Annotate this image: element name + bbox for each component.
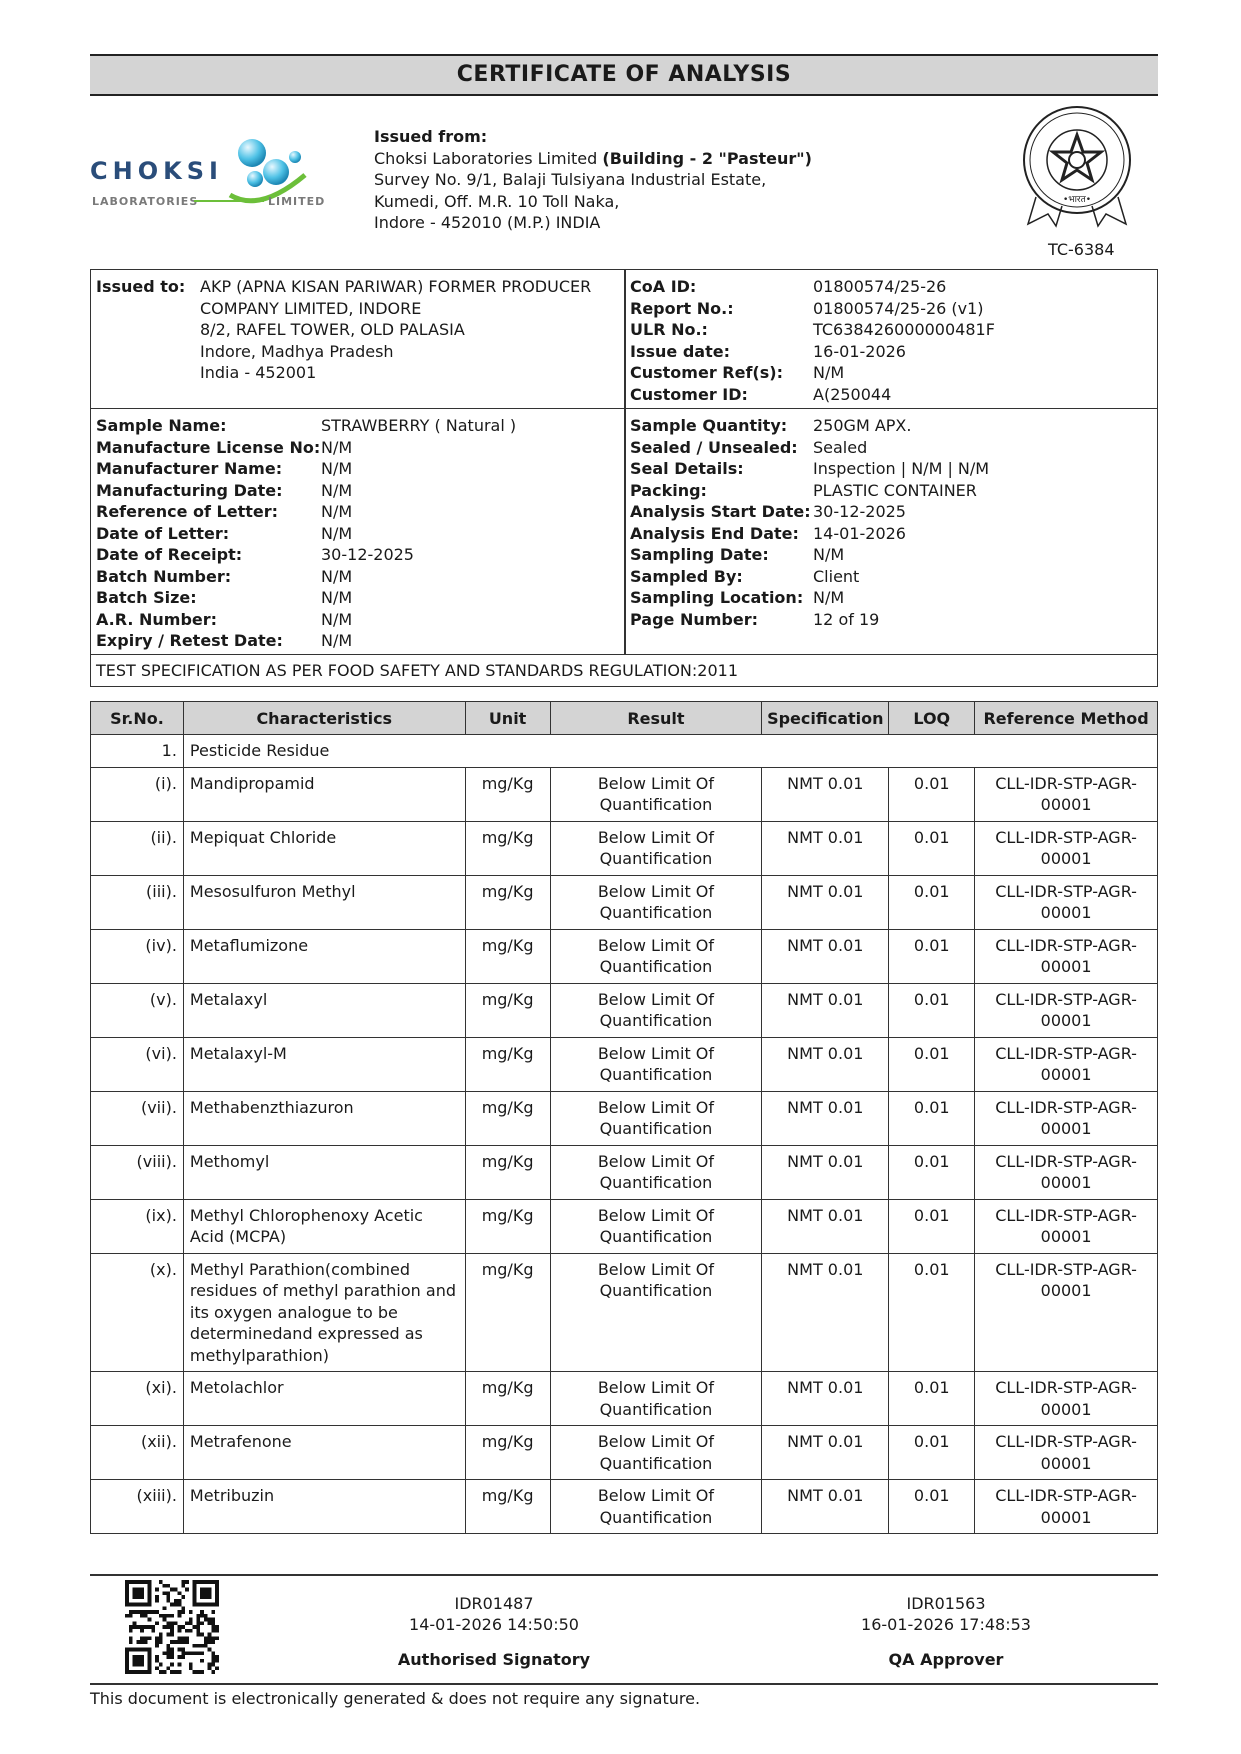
ulr-no-row bbox=[630, 319, 995, 341]
field-label: Analysis End Date: bbox=[630, 523, 799, 543]
col-header-specification: Specification bbox=[762, 702, 889, 735]
signatory-title: Authorised Signatory bbox=[397, 1650, 591, 1669]
table-cell-loq: 0.01 bbox=[889, 983, 975, 1037]
table-cell-specification: NMT 0.01 bbox=[762, 1037, 889, 1091]
table-cell-characteristic: Methyl Chlorophenoxy Acetic Acid (MCPA) bbox=[183, 1199, 465, 1253]
sample-row bbox=[96, 609, 516, 631]
table-cell-sr: (v). bbox=[91, 983, 184, 1037]
field-label: Manufacture License No: bbox=[96, 437, 321, 457]
table-cell-result: Below Limit Of Quantification bbox=[550, 1037, 762, 1091]
footer-divider-top bbox=[90, 1574, 1158, 1576]
sample-row bbox=[96, 566, 516, 588]
group-sr: 1. bbox=[91, 735, 184, 768]
tc-code: TC-6384 bbox=[1048, 240, 1115, 259]
issue-date-row bbox=[630, 341, 995, 363]
table-row bbox=[91, 767, 1158, 821]
table-cell-characteristic: Metrafenone bbox=[183, 1426, 465, 1480]
field-label: Report No.: bbox=[630, 298, 734, 318]
col-header-sr: Sr.No. bbox=[91, 702, 184, 735]
table-cell-method: CLL-IDR-STP-AGR-00001 bbox=[975, 1145, 1158, 1199]
field-value: 12 of 19 bbox=[813, 609, 880, 629]
field-value: 01800574/25-26 bbox=[813, 277, 947, 296]
table-cell-loq: 0.01 bbox=[889, 821, 975, 875]
sample-row bbox=[630, 480, 989, 502]
table-cell-loq: 0.01 bbox=[889, 1037, 975, 1091]
table-cell-loq: 0.01 bbox=[889, 929, 975, 983]
table-cell-sr: (ii). bbox=[91, 821, 184, 875]
sample-row bbox=[630, 523, 989, 545]
table-cell-result: Below Limit Of Quantification bbox=[550, 1372, 762, 1426]
table-cell-characteristic: Metaflumizone bbox=[183, 929, 465, 983]
table-cell-sr: (vii). bbox=[91, 1091, 184, 1145]
col-header-loq: LOQ bbox=[889, 702, 975, 735]
field-label: Manufacturing Date: bbox=[96, 480, 283, 500]
field-label: Sample Name: bbox=[96, 416, 227, 435]
table-row bbox=[91, 1037, 1158, 1091]
field-value: 30-12-2025 bbox=[321, 545, 414, 564]
field-value: N/M bbox=[321, 459, 353, 478]
table-cell-loq: 0.01 bbox=[889, 1199, 975, 1253]
table-cell-result: Below Limit Of Quantification bbox=[550, 875, 762, 929]
logo-brand: CHOKSI bbox=[90, 157, 223, 185]
table-cell-result: Below Limit Of Quantification bbox=[550, 1253, 762, 1372]
table-cell-specification: NMT 0.01 bbox=[762, 1253, 889, 1372]
field-value: N/M bbox=[321, 566, 353, 586]
logo-sub-left: LABORATORIES bbox=[92, 195, 199, 208]
field-label: ULR No.: bbox=[630, 320, 708, 339]
table-cell-unit: mg/Kg bbox=[465, 1253, 550, 1372]
issuer-line-1 bbox=[374, 148, 812, 170]
table-cell-sr: (xii). bbox=[91, 1426, 184, 1480]
table-cell-method: CLL-IDR-STP-AGR-00001 bbox=[975, 821, 1158, 875]
table-cell-method: CLL-IDR-STP-AGR-00001 bbox=[975, 1199, 1158, 1253]
field-label: Reference of Letter: bbox=[96, 502, 279, 521]
table-cell-characteristic: Metalaxyl-M bbox=[183, 1037, 465, 1091]
field-label: Manufacturer Name: bbox=[96, 459, 283, 478]
logo-sub-right: LIMITED bbox=[268, 195, 326, 208]
table-cell-result: Below Limit Of Quantification bbox=[550, 1426, 762, 1480]
field-label: Sealed / Unsealed: bbox=[630, 437, 798, 457]
table-row bbox=[91, 1426, 1158, 1480]
field-value: N/M bbox=[321, 609, 353, 629]
table-cell-specification: NMT 0.01 bbox=[762, 1145, 889, 1199]
sample-row bbox=[96, 630, 516, 652]
table-cell-method: CLL-IDR-STP-AGR-00001 bbox=[975, 1372, 1158, 1426]
table-cell-unit: mg/Kg bbox=[465, 983, 550, 1037]
table-cell-unit: mg/Kg bbox=[465, 1145, 550, 1199]
table-cell-sr: (vi). bbox=[91, 1037, 184, 1091]
field-label: Packing: bbox=[630, 480, 707, 500]
table-cell-characteristic: Mepiquat Chloride bbox=[183, 821, 465, 875]
table-row bbox=[91, 983, 1158, 1037]
field-label: Customer Ref(s): bbox=[630, 363, 783, 382]
coa-fields bbox=[630, 276, 995, 405]
field-value: 250GM APX. bbox=[813, 416, 912, 435]
table-cell-loq: 0.01 bbox=[889, 767, 975, 821]
table-cell-sr: (ix). bbox=[91, 1199, 184, 1253]
field-value: N/M bbox=[321, 631, 353, 650]
field-value: PLASTIC CONTAINER bbox=[813, 480, 977, 500]
table-cell-characteristic: Metolachlor bbox=[183, 1372, 465, 1426]
choksi-logo bbox=[90, 135, 340, 225]
field-value: 30-12-2025 bbox=[813, 502, 906, 521]
field-value: N/M bbox=[321, 523, 353, 543]
field-label: Issue date: bbox=[630, 341, 730, 361]
field-value: N/M bbox=[321, 437, 353, 457]
table-row bbox=[91, 1480, 1158, 1534]
field-label: Sampled By: bbox=[630, 566, 743, 586]
issuer-building: (Building - 2 "Pasteur") bbox=[602, 148, 812, 168]
seal-bottom-text: •भारत• bbox=[1062, 195, 1092, 205]
table-cell-unit: mg/Kg bbox=[465, 821, 550, 875]
box2-divider bbox=[624, 408, 626, 655]
table-cell-method: CLL-IDR-STP-AGR-00001 bbox=[975, 1253, 1158, 1372]
accreditation-seal-icon bbox=[1018, 102, 1136, 232]
field-value: Client bbox=[813, 566, 860, 586]
issued-to-section bbox=[96, 276, 591, 384]
sample-row bbox=[630, 544, 989, 566]
issued-to-line: Indore, Madhya Pradesh bbox=[200, 341, 394, 361]
table-cell-characteristic: Mesosulfuron Methyl bbox=[183, 875, 465, 929]
sample-row bbox=[96, 523, 516, 545]
table-cell-result: Below Limit Of Quantification bbox=[550, 929, 762, 983]
group-name: Pesticide Residue bbox=[183, 735, 1157, 768]
disclaimer: This document is electronically generated & does not require any signature. bbox=[90, 1689, 701, 1708]
table-cell-sr: (xiii). bbox=[91, 1480, 184, 1534]
sample-row bbox=[630, 501, 989, 523]
signatory-datetime: 16-01-2026 17:48:53 bbox=[861, 1615, 1031, 1634]
field-label: Seal Details: bbox=[630, 459, 744, 478]
table-cell-unit: mg/Kg bbox=[465, 1372, 550, 1426]
field-value: N/M bbox=[813, 363, 845, 382]
authorised-signatory bbox=[364, 1593, 624, 1670]
sample-row bbox=[96, 415, 516, 437]
col-header-result: Result bbox=[550, 702, 762, 735]
table-row bbox=[91, 1199, 1158, 1253]
table-cell-characteristic: Methyl Parathion(combined residues of methyl parathion and its oxygen analogue to be determinedand expressed as methylparathion) bbox=[183, 1253, 465, 1372]
table-row bbox=[91, 1253, 1158, 1372]
field-value: 01800574/25-26 (v1) bbox=[813, 298, 984, 318]
table-cell-specification: NMT 0.01 bbox=[762, 983, 889, 1037]
table-cell-sr: (i). bbox=[91, 767, 184, 821]
table-row bbox=[91, 875, 1158, 929]
table-cell-unit: mg/Kg bbox=[465, 1199, 550, 1253]
table-cell-loq: 0.01 bbox=[889, 1426, 975, 1480]
table-cell-result: Below Limit Of Quantification bbox=[550, 983, 762, 1037]
signatory-datetime: 14-01-2026 14:50:50 bbox=[409, 1615, 579, 1634]
field-label: Batch Number: bbox=[96, 566, 232, 586]
table-cell-specification: NMT 0.01 bbox=[762, 1480, 889, 1534]
table-cell-sr: (x). bbox=[91, 1253, 184, 1372]
table-cell-method: CLL-IDR-STP-AGR-00001 bbox=[975, 1480, 1158, 1534]
issued-to-label: Issued to: bbox=[96, 277, 186, 296]
report-no-row bbox=[630, 298, 995, 320]
field-value: N/M bbox=[813, 588, 845, 607]
table-cell-method: CLL-IDR-STP-AGR-00001 bbox=[975, 983, 1158, 1037]
field-label: Sampling Location: bbox=[630, 588, 804, 607]
table-cell-unit: mg/Kg bbox=[465, 1091, 550, 1145]
table-cell-method: CLL-IDR-STP-AGR-00001 bbox=[975, 929, 1158, 983]
table-cell-specification: NMT 0.01 bbox=[762, 1426, 889, 1480]
table-cell-loq: 0.01 bbox=[889, 1091, 975, 1145]
sample-row bbox=[96, 587, 516, 609]
field-label: Date of Receipt: bbox=[96, 545, 243, 564]
table-cell-sr: (iii). bbox=[91, 875, 184, 929]
table-cell-loq: 0.01 bbox=[889, 875, 975, 929]
table-header-row bbox=[91, 702, 1158, 735]
issuer-line-3: Kumedi, Off. M.R. 10 Toll Naka, bbox=[374, 191, 620, 211]
test-specification: TEST SPECIFICATION AS PER FOOD SAFETY AND STANDARDS REGULATION:2011 bbox=[96, 661, 738, 680]
field-label: Sampling Date: bbox=[630, 545, 769, 564]
group-row bbox=[91, 735, 1158, 768]
field-label: Analysis Start Date: bbox=[630, 502, 811, 521]
col-header-method: Reference Method bbox=[975, 702, 1158, 735]
table-cell-result: Below Limit Of Quantification bbox=[550, 1480, 762, 1534]
sample-row bbox=[630, 566, 989, 588]
issuer-name: Choksi Laboratories Limited bbox=[374, 148, 603, 168]
col-header-unit: Unit bbox=[465, 702, 550, 735]
issuer-line-2: Survey No. 9/1, Balaji Tulsiyana Industrial Estate, bbox=[374, 170, 767, 189]
footer-divider-bottom bbox=[90, 1683, 1158, 1685]
issued-to-line: COMPANY LIMITED, INDORE bbox=[200, 298, 422, 318]
table-cell-unit: mg/Kg bbox=[465, 929, 550, 983]
issued-to-line: 8/2, RAFEL TOWER, OLD PALASIA bbox=[200, 320, 465, 339]
table-cell-result: Below Limit Of Quantification bbox=[550, 1091, 762, 1145]
field-label: Date of Letter: bbox=[96, 523, 230, 543]
customer-ref-row bbox=[630, 362, 995, 384]
table-cell-method: CLL-IDR-STP-AGR-00001 bbox=[975, 1037, 1158, 1091]
table-cell-method: CLL-IDR-STP-AGR-00001 bbox=[975, 767, 1158, 821]
table-cell-characteristic: Metalaxyl bbox=[183, 983, 465, 1037]
field-value: A(250044 bbox=[813, 384, 892, 404]
sample-row bbox=[630, 458, 989, 480]
field-value: N/M bbox=[321, 588, 353, 607]
table-cell-sr: (iv). bbox=[91, 929, 184, 983]
sample-row bbox=[630, 415, 989, 437]
field-label: A.R. Number: bbox=[96, 609, 218, 629]
field-value: 14-01-2026 bbox=[813, 523, 906, 543]
table-row bbox=[91, 1372, 1158, 1426]
issuer-address bbox=[374, 126, 812, 234]
table-cell-method: CLL-IDR-STP-AGR-00001 bbox=[975, 1091, 1158, 1145]
sample-details-left bbox=[96, 415, 516, 652]
col-header-characteristics: Characteristics bbox=[183, 702, 465, 735]
field-value: N/M bbox=[321, 502, 353, 521]
table-row bbox=[91, 1091, 1158, 1145]
sample-row bbox=[96, 458, 516, 480]
issued-to-line: India - 452001 bbox=[200, 363, 317, 382]
sample-row bbox=[96, 544, 516, 566]
table-cell-sr: (viii). bbox=[91, 1145, 184, 1199]
field-label: Expiry / Retest Date: bbox=[96, 631, 283, 650]
table-cell-sr: (xi). bbox=[91, 1372, 184, 1426]
table-cell-specification: NMT 0.01 bbox=[762, 1091, 889, 1145]
field-value: N/M bbox=[813, 545, 845, 564]
field-value: N/M bbox=[321, 480, 353, 500]
field-label: Page Number: bbox=[630, 609, 759, 629]
table-cell-specification: NMT 0.01 bbox=[762, 1199, 889, 1253]
page-title: CERTIFICATE OF ANALYSIS bbox=[90, 54, 1158, 96]
table-cell-specification: NMT 0.01 bbox=[762, 929, 889, 983]
table-row bbox=[91, 1145, 1158, 1199]
sample-row bbox=[630, 587, 989, 609]
signatory-id: IDR01487 bbox=[454, 1594, 534, 1613]
table-cell-characteristic: Methomyl bbox=[183, 1145, 465, 1199]
table-cell-specification: NMT 0.01 bbox=[762, 821, 889, 875]
qr-code-icon bbox=[125, 1580, 219, 1674]
field-label: CoA ID: bbox=[630, 277, 697, 296]
signatory-title: QA Approver bbox=[888, 1650, 1004, 1669]
sample-row bbox=[96, 480, 516, 502]
table-cell-result: Below Limit Of Quantification bbox=[550, 767, 762, 821]
field-label: Sample Quantity: bbox=[630, 416, 788, 435]
table-cell-unit: mg/Kg bbox=[465, 1037, 550, 1091]
table-cell-characteristic: Metribuzin bbox=[183, 1480, 465, 1534]
issued-from-label: Issued from: bbox=[374, 127, 488, 146]
table-cell-result: Below Limit Of Quantification bbox=[550, 821, 762, 875]
signatory-id: IDR01563 bbox=[906, 1594, 986, 1613]
table-cell-method: CLL-IDR-STP-AGR-00001 bbox=[975, 875, 1158, 929]
sample-row bbox=[630, 609, 989, 631]
table-cell-unit: mg/Kg bbox=[465, 767, 550, 821]
results-table bbox=[90, 701, 1158, 1534]
coa-id-row bbox=[630, 276, 995, 298]
field-label: Customer ID: bbox=[630, 384, 748, 404]
sample-row bbox=[96, 501, 516, 523]
table-cell-specification: NMT 0.01 bbox=[762, 875, 889, 929]
table-cell-loq: 0.01 bbox=[889, 1480, 975, 1534]
issuer-line-4: Indore - 452010 (M.P.) INDIA bbox=[374, 213, 601, 232]
table-cell-characteristic: Methabenzthiazuron bbox=[183, 1091, 465, 1145]
table-cell-loq: 0.01 bbox=[889, 1253, 975, 1372]
table-cell-specification: NMT 0.01 bbox=[762, 767, 889, 821]
table-row bbox=[91, 821, 1158, 875]
table-cell-method: CLL-IDR-STP-AGR-00001 bbox=[975, 1426, 1158, 1480]
table-cell-unit: mg/Kg bbox=[465, 1480, 550, 1534]
sample-row bbox=[630, 437, 989, 459]
table-row bbox=[91, 929, 1158, 983]
table-cell-result: Below Limit Of Quantification bbox=[550, 1199, 762, 1253]
issued-to-address bbox=[200, 276, 591, 384]
box1-divider bbox=[624, 269, 626, 409]
table-cell-unit: mg/Kg bbox=[465, 1426, 550, 1480]
table-cell-characteristic: Mandipropamid bbox=[183, 767, 465, 821]
table-cell-loq: 0.01 bbox=[889, 1145, 975, 1199]
field-value: STRAWBERRY ( Natural ) bbox=[321, 416, 517, 435]
qa-approver bbox=[816, 1593, 1076, 1670]
field-value: 16-01-2026 bbox=[813, 341, 906, 361]
table-cell-result: Below Limit Of Quantification bbox=[550, 1145, 762, 1199]
field-value: Sealed bbox=[813, 437, 868, 457]
field-value: Inspection | N/M | N/M bbox=[813, 459, 990, 478]
table-cell-loq: 0.01 bbox=[889, 1372, 975, 1426]
table-cell-specification: NMT 0.01 bbox=[762, 1372, 889, 1426]
customer-id-row bbox=[630, 384, 995, 406]
sample-row bbox=[96, 437, 516, 459]
table-cell-unit: mg/Kg bbox=[465, 875, 550, 929]
field-label: Batch Size: bbox=[96, 588, 197, 607]
issued-to-line: AKP (APNA KISAN PARIWAR) FORMER PRODUCER bbox=[200, 277, 592, 296]
sample-details-right bbox=[630, 415, 989, 630]
field-value: TC638426000000481F bbox=[813, 320, 995, 339]
